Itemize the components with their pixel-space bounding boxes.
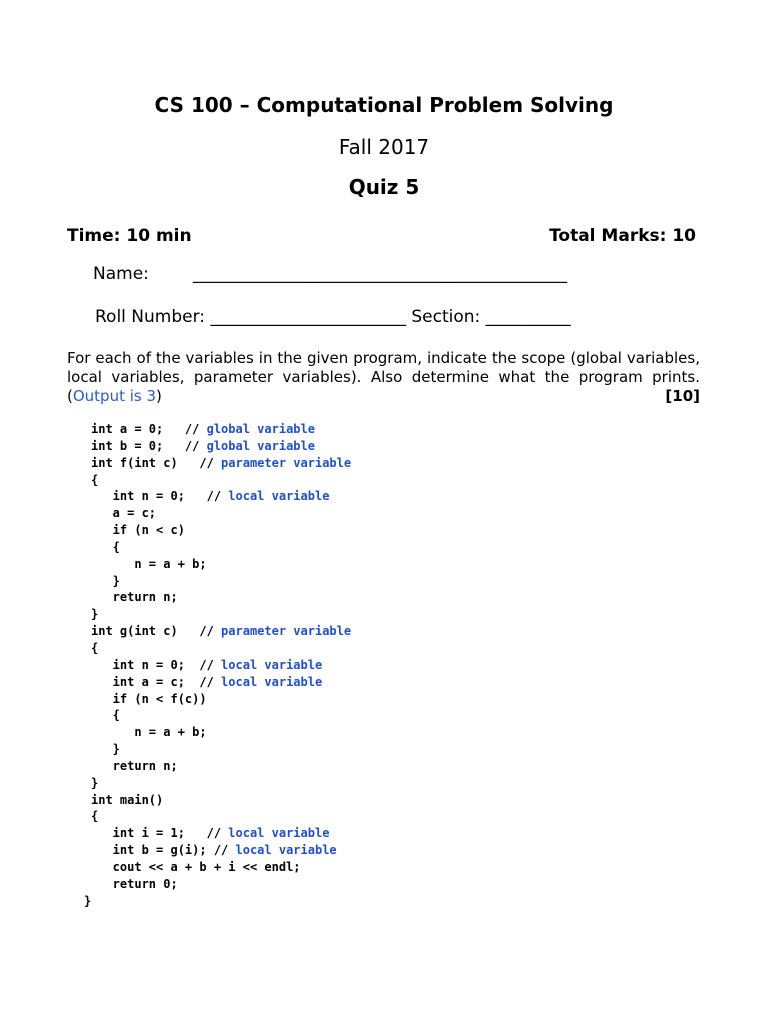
- code-comment: local variable: [221, 674, 323, 689]
- code-text: {: [91, 472, 99, 487]
- code-line: [91, 556, 351, 573]
- answer-note: Output is 3: [72, 387, 157, 405]
- code-comment: local variable: [221, 657, 323, 672]
- code-text: }: [91, 775, 99, 790]
- time-limit: Time: 10 min: [67, 226, 192, 246]
- code-line: [91, 657, 351, 674]
- code-text: return 0;: [91, 876, 178, 891]
- code-line: [91, 606, 351, 623]
- code-line: [91, 421, 351, 438]
- code-text: int n = 0; //: [91, 489, 229, 504]
- code-line: [91, 522, 351, 539]
- roll-number-label: Roll Number:: [95, 307, 206, 327]
- code-line: [91, 758, 351, 775]
- code-line: [91, 455, 351, 472]
- name-blank: ____________________________________________: [193, 264, 567, 284]
- code-text: }: [91, 607, 99, 622]
- total-marks: Total Marks: 10: [549, 226, 696, 246]
- question-body: For each of the variables in the given program, indicate the scope (global variables, local variables, parameter variables). Also determine what the program prints. (: [67, 349, 700, 405]
- code-text: if (n < f(c)): [91, 691, 207, 706]
- code-text: n = a + b;: [91, 556, 207, 571]
- code-text: int main(): [91, 792, 164, 807]
- question-close: ): [156, 387, 162, 405]
- code-line: [91, 775, 351, 792]
- code-comment: global variable: [206, 438, 315, 453]
- code-text: int i = 1; //: [91, 826, 229, 841]
- code-line: [91, 808, 351, 825]
- code-comment: local variable: [228, 489, 330, 504]
- code-comment: parameter variable: [221, 455, 352, 470]
- code-line: [91, 691, 351, 708]
- code-text: cout << a + b + i << endl;: [91, 859, 301, 874]
- code-text: {: [91, 809, 99, 824]
- code-text: }: [91, 742, 120, 757]
- name-row: [93, 264, 683, 284]
- code-text: {: [91, 708, 120, 723]
- code-text: {: [91, 539, 120, 554]
- code-text: }: [84, 893, 92, 908]
- code-line: [91, 859, 351, 876]
- code-line: [91, 674, 351, 691]
- code-line: [91, 724, 351, 741]
- code-comment: local variable: [228, 826, 330, 841]
- code-line: [91, 640, 351, 657]
- code-text: return n;: [91, 590, 178, 605]
- code-line: [91, 573, 351, 590]
- course-title: CS 100 – Computational Problem Solving: [154, 93, 614, 117]
- code-comment: parameter variable: [221, 624, 352, 639]
- code-text: int b = g(i); //: [91, 843, 236, 858]
- code-text: n = a + b;: [91, 725, 207, 740]
- code-text: int b = 0; //: [91, 438, 207, 453]
- code-text: a = c;: [91, 506, 157, 521]
- roll-section-row: [95, 307, 571, 327]
- code-listing: [84, 421, 352, 909]
- code-text: {: [91, 640, 99, 655]
- code-text: int f(int c) //: [91, 455, 222, 470]
- code-text: int a = c; //: [91, 674, 222, 689]
- code-line: [91, 589, 351, 606]
- code-line: [91, 472, 351, 489]
- code-line: [91, 488, 351, 505]
- code-line: [91, 539, 351, 556]
- code-text: return n;: [91, 758, 178, 773]
- question-points: [10]: [665, 387, 700, 405]
- quiz-title: Quiz 5: [348, 175, 420, 199]
- code-line: [91, 623, 351, 640]
- code-line: [91, 707, 351, 724]
- question-text: [67, 349, 700, 406]
- name-label: Name:: [93, 264, 149, 284]
- code-line: [91, 438, 351, 455]
- code-line: [91, 505, 351, 522]
- section-blank: __________: [485, 307, 571, 327]
- code-text: int a = 0; //: [91, 422, 207, 436]
- code-line: [91, 842, 351, 859]
- section-label: Section:: [411, 307, 481, 327]
- code-text: int g(int c) //: [91, 624, 222, 639]
- code-text: int n = 0; //: [91, 657, 222, 672]
- code-comment: global variable: [206, 422, 315, 436]
- code-comment: local variable: [235, 843, 337, 858]
- code-line: [91, 825, 351, 842]
- term: Fall 2017: [338, 135, 430, 159]
- code-line: [91, 876, 351, 893]
- code-text: if (n < c): [91, 523, 185, 538]
- code-line: [84, 893, 351, 910]
- code-text: }: [91, 573, 120, 588]
- code-line: [91, 792, 351, 809]
- roll-number-blank: _______________________: [210, 307, 406, 327]
- code-line: [91, 741, 351, 758]
